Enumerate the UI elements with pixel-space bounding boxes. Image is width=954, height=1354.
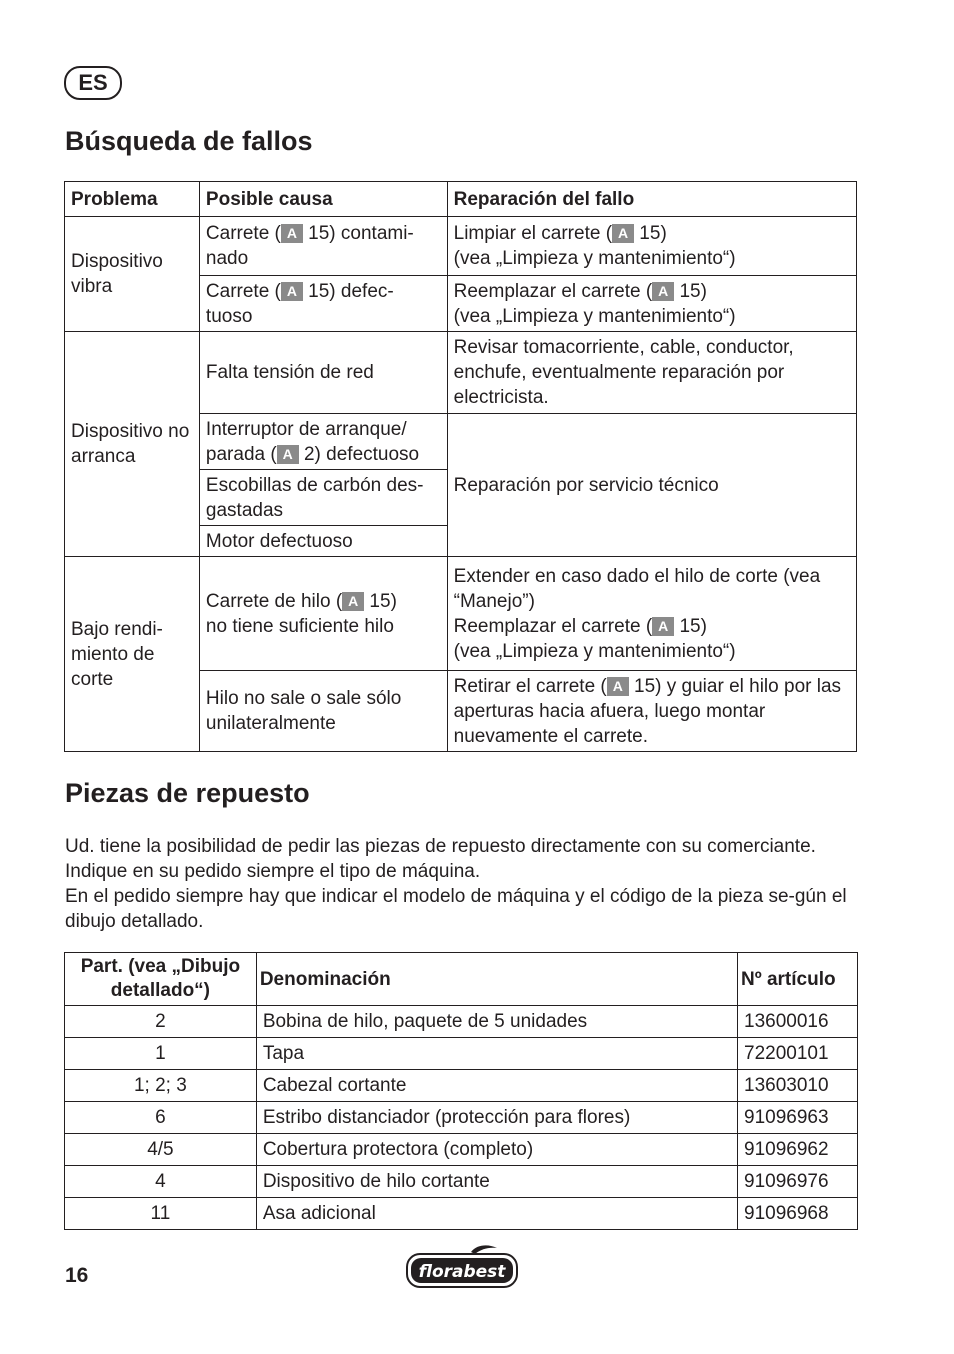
article-cell: 72200101 [738,1038,858,1070]
table-row [65,1166,858,1198]
table-row [65,557,857,671]
table-header-row [65,182,857,217]
repair-cell: Reemplazar el carrete ( A 15) (vea „Limpieza y mantenimiento“) [447,276,856,332]
language-badge: ES [64,66,122,100]
problem-cell: Dispositivo vibra [65,217,200,332]
intro-paragraph: Indique en su pedido siempre el tipo de máquina. [65,861,481,882]
ref-a-icon: A [652,617,674,636]
spare-parts-title: Piezas de repuesto [65,778,310,808]
part-cell: 1; 2; 3 [65,1070,257,1102]
table-row [65,1038,858,1070]
intro-paragraph: En el pedido siempre hay que indicar el modelo de máquina y el código de la pieza se-gún el dibujo detallado. [65,886,847,932]
table-row [65,1134,858,1166]
ref-a-icon: A [607,677,629,696]
part-cell: 2 [65,1006,257,1038]
ref-a-icon: A [652,282,674,301]
table-row [65,1198,858,1230]
header-repair: Reparación del fallo [447,182,856,217]
header-article: Nº artículo [738,953,858,1006]
header-part: Part. (vea „Dibujo detallado“) [65,953,257,1006]
part-cell: 1 [65,1038,257,1070]
part-cell: 11 [65,1198,257,1230]
troubleshooting-title: Búsqueda de fallos [65,126,313,156]
ref-a-icon: A [342,592,364,611]
cause-cell: Falta tensión de red [199,332,447,414]
problem-cell: Dispositivo no arranca [65,332,200,557]
part-cell: 6 [65,1102,257,1134]
cause-cell: Hilo no sale o sale sólo unilateralmente [199,671,447,752]
intro-paragraph: Ud. tiene la posibilidad de pedir las piezas de repuesto directamente con su comerciante. [65,836,816,857]
cause-cell: Carrete ( A 15) contami- nado [199,217,447,276]
article-cell: 91096968 [738,1198,858,1230]
cause-cell: Escobillas de carbón des-gastadas [199,470,447,526]
header-cause: Posible causa [199,182,447,217]
table-row [65,1006,858,1038]
header-denomination: Denominación [256,953,737,1006]
ref-a-icon: A [612,224,634,243]
part-cell: 4/5 [65,1134,257,1166]
cause-cell: Carrete de hilo ( A 15) no tiene suficiente hilo [199,557,447,671]
table-row [65,1070,858,1102]
cause-cell: Interruptor de arranque/ parada ( A 2) defectuoso [199,414,447,470]
denomination-cell: Bobina de hilo, paquete de 5 unidades [256,1006,737,1038]
page-number: 16 [65,1264,89,1287]
repair-cell: Reparación por servicio técnico [447,414,856,557]
spare-parts-table [64,952,858,1230]
cause-cell: Carrete ( A 15) defec- tuoso [199,276,447,332]
denomination-cell: Dispositivo de hilo cortante [256,1166,737,1198]
troubleshooting-table [64,181,857,752]
florabest-logo [405,1244,519,1290]
denomination-cell: Estribo distanciador (protección para flores) [256,1102,737,1134]
denomination-cell: Tapa [256,1038,737,1070]
article-cell: 13600016 [738,1006,858,1038]
ref-a-icon: A [281,282,303,301]
cause-cell: Motor defectuoso [199,526,447,557]
logo-wordmark: florabest [418,1262,506,1282]
part-cell: 4 [65,1166,257,1198]
ref-a-icon: A [277,445,299,464]
repair-cell: Extender en caso dado el hilo de corte (vea “Manejo”) Reemplazar el carrete ( A 15) (vea „Limpieza y mantenimiento“) [447,557,856,671]
article-cell: 13603010 [738,1070,858,1102]
table-row [65,332,857,414]
repair-cell: Revisar tomacorriente, cable, conductor, enchufe, eventualmente reparación por electricista. [447,332,856,414]
article-cell: 91096963 [738,1102,858,1134]
article-cell: 91096976 [738,1166,858,1198]
spare-parts-intro [65,834,865,934]
article-cell: 91096962 [738,1134,858,1166]
repair-cell: Limpiar el carrete ( A 15) (vea „Limpieza y mantenimiento“) [447,217,856,276]
problem-cell: Bajo rendi-miento de corte [65,557,200,752]
table-row [65,1102,858,1134]
denomination-cell: Asa adicional [256,1198,737,1230]
table-row [65,217,857,276]
ref-a-icon: A [281,224,303,243]
repair-cell: Retirar el carrete ( A 15) y guiar el hilo por las aperturas hacia afuera, luego montar nuevamente el carrete. [447,671,856,752]
header-problem: Problema [65,182,200,217]
denomination-cell: Cabezal cortante [256,1070,737,1102]
table-header-row [65,953,858,1006]
denomination-cell: Cobertura protectora (completo) [256,1134,737,1166]
